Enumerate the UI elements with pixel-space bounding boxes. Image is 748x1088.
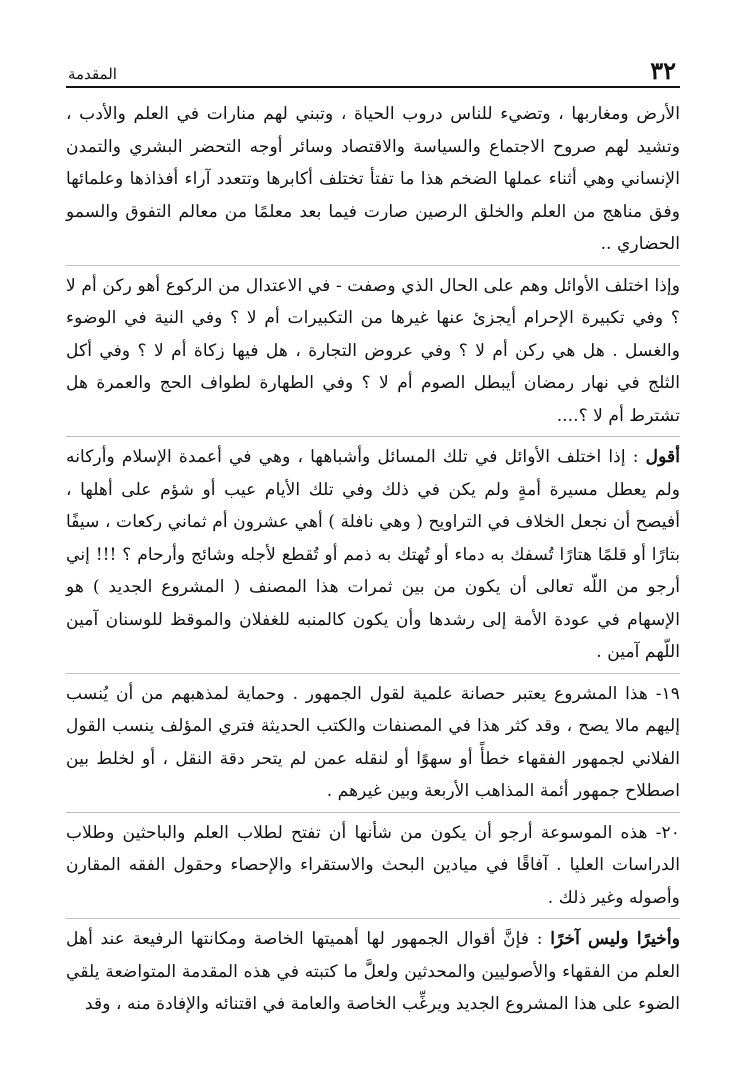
running-title: المقدمة: [68, 65, 117, 83]
paragraph-4: [66, 673, 680, 808]
body-text: [66, 98, 680, 1021]
paragraph-3: [66, 436, 680, 669]
document-page: [66, 56, 680, 1021]
paragraph-1: [66, 98, 680, 261]
paragraph-text: : إذا اختلف الأوائل في تلك المسائل وأشباهها ، وهي في أعمدة الإسلام وأركانه ولم يعطل مسيرة أمةٍ ولم يكن في ذلك وفي تلك الأيام عيب أو شؤم على أهلها ، أفيصح أن نجعل الخلاف في التراويح ( وهي نافلة ) أهي عشرون أم ثماني ركعات ، سيفًا بتارًا أو قلمًا هتارًا تُسفك به دماء أو تُهتك به ذمم أو تُقطع لأجله وشائج وأرحام ؟ !!! إني أرجو من اللّه تعالى أن يكون من بين ثمرات هذا المصنف ( المشروع الجديد ) هو الإسهام في عودة الأمة إلى رشدها وأن يكون كالمنبه للغفلان والموقظ للوسنان آمين اللّهم آمين .: [66, 447, 680, 662]
paragraph-text: ١٩- هذا المشروع يعتبر حصانة علمية لقول الجمهور . وحماية لمذهبهم من أن يُنسب إليهم مالا يصح ، وقد كثر هذا في المصنفات والكتب الحديثة فتري المؤلف ينسب القول الفلاني لجمهور الفقهاء خطأً أو سهوًا أو لنقله عمن لم يتحر دقة النقل ، أو لخلط بين اصطلاح جمهور أئمة المذاهب الأربعة وبين غيرهم .: [66, 683, 680, 801]
paragraph-text: الأرض ومغاربها ، وتضيء للناس دروب الحياة ، وتبني لهم منارات في العلم والأدب ، وتشيد لهم صروح الاجتماع والسياسة والاقتصاد وسائر أوجه التحضر البشري والتمدن الإنساني وهي أثناء عملها الضخم هذا ما تفتأ تختلف أكابرها وتتعدد آراء أفذاذها وعلمائها وفق مناهج من العلم والخلق الرصين صارت فيما بعد معلمًا من معالم التفوق والسمو الحضاري ..: [66, 104, 680, 254]
page-header: [66, 56, 680, 92]
paragraph-text: : فإنَّ أقوال الجمهور لها أهميتها الخاصة ومكانتها الرفيعة عند أهل العلم من الفقهاء والأصوليين والمحدثين ولعلَّ ما كتبته في هذه المقدمة المتواضعة يلقي الضوء على هذا المشروع الجديد ويرغِّب الخاصة والعامة في اقتنائه والإفادة منه ، وقد: [66, 929, 680, 1014]
paragraph-6: [66, 918, 680, 1021]
paragraph-text: ٢٠- هذه الموسوعة أرجو أن يكون من شأنها أن تفتح لطلاب العلم والباحثين وطلاب الدراسات العليا . آفاقًا في ميادين البحث والاستقراء والإحصاء وحقول الفقه المقارن وأصوله وغير ذلك .: [66, 822, 680, 908]
paragraph-text: وإذا اختلف الأوائل وهم على الحال الذي وصفت - في الاعتدال من الركوع أهو ركن أم لا ؟ وفي تكبيرة الإحرام أيجزئ عنها غيرها من التكبيرات أم لا ؟ وفي النية في الوضوء والغسل . هل هي ركن أم لا ؟ وفي عروض التجارة ، هل فيها زكاة أم لا ؟ وفي أكل الثلج في نهار رمضان أيبطل الصوم أم لا ؟ وفي الطهارة لطواف الحج والعمرة هل تشترط أم لا ؟....: [66, 275, 680, 426]
paragraph-lead: وأخيرًا وليس آخرًا: [550, 929, 680, 949]
paragraph-5: [66, 812, 680, 915]
paragraph-2: [66, 265, 680, 433]
page-number: ٣٢: [650, 56, 676, 85]
header-rule: [66, 86, 680, 88]
paragraph-lead: أقول: [645, 447, 680, 467]
